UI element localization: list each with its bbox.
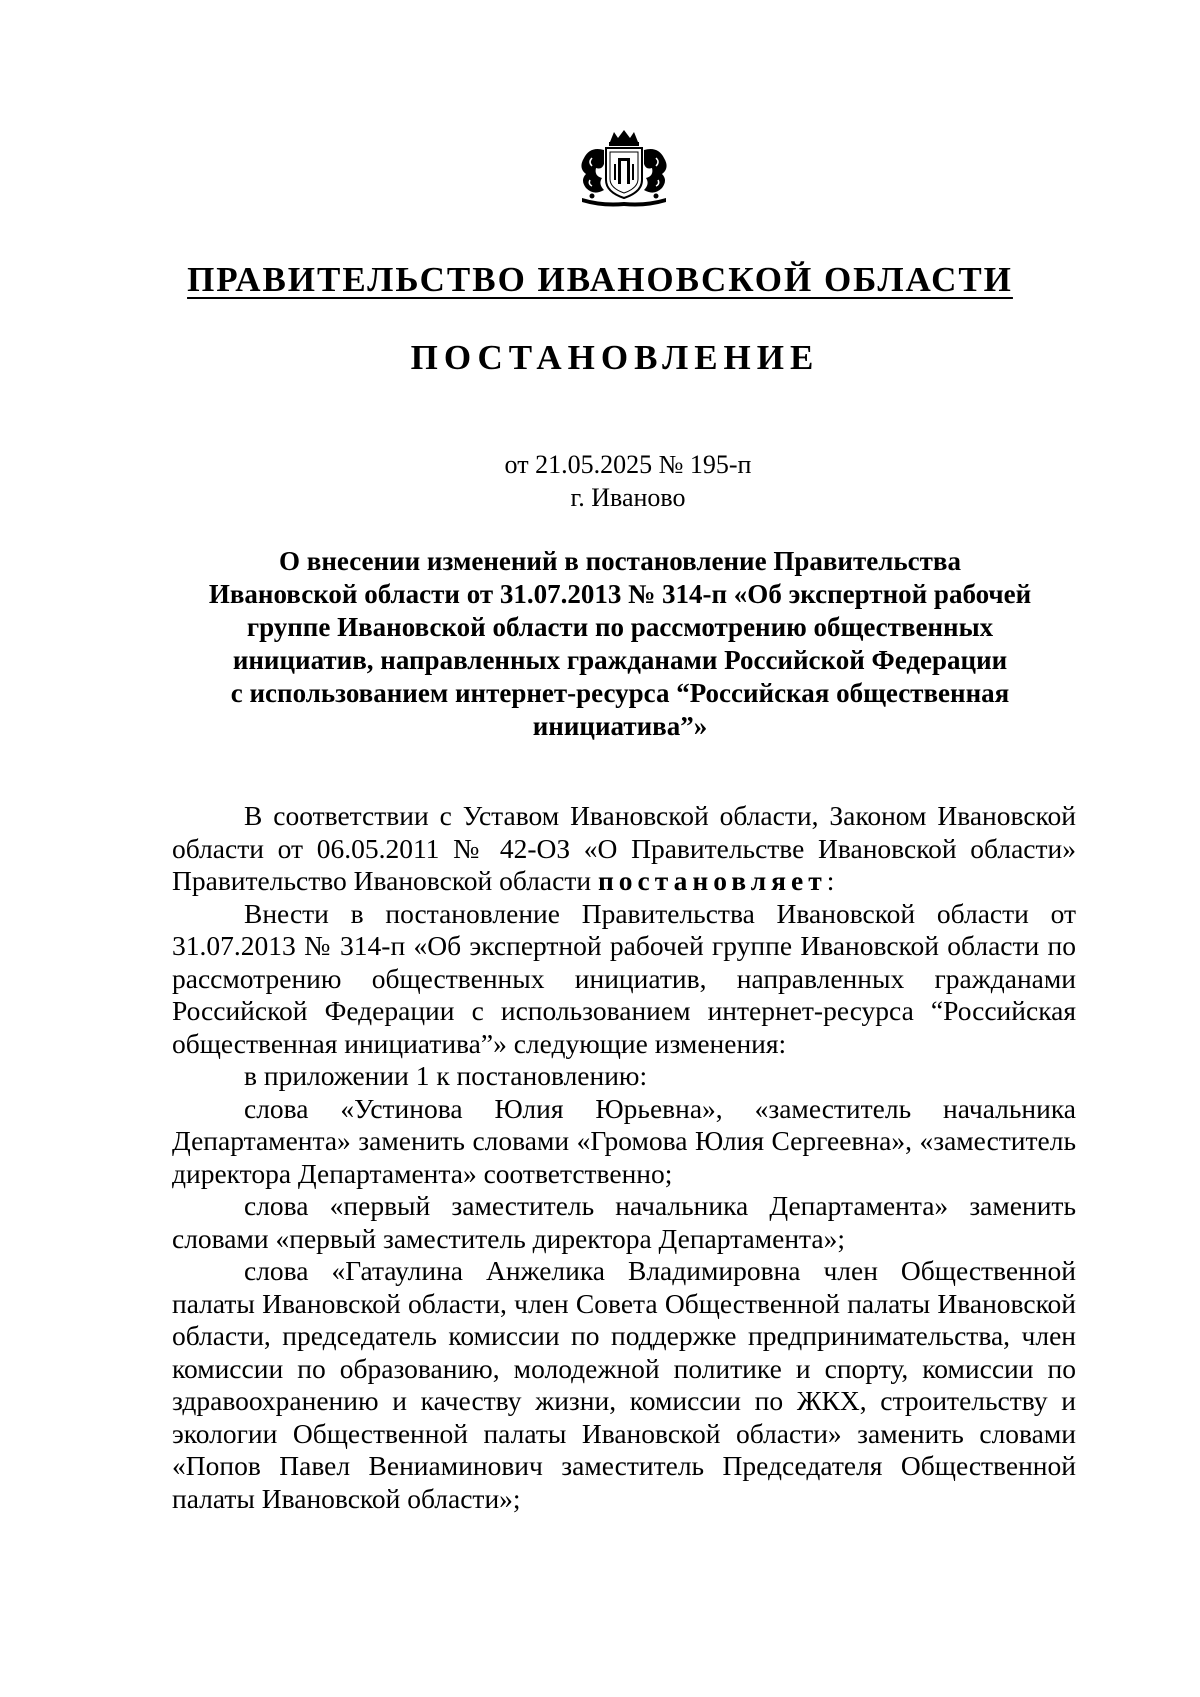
body-paragraph: в приложении 1 к постановлению: (244, 1060, 648, 1091)
document-type: ПОСТАНОВЛЕНИЕ (410, 338, 820, 377)
body-paragraph: слова «Гатаулина Анжелика Владимировна член Общественной палаты Ивановской области, член Совета Общественной палаты Ивановской области, председатель комиссии по поддержке предпринимательства, член комиссии по образованию, молодежной политике и спорту, комиссии по здравоохранению и качеству жизни, комиссии по ЖКХ, строительству и экологии Общественной палаты Ивановской области» заменить словами «Попов Павел Вениаминович заместитель Председателя Общественной палаты Ивановской области»; (172, 1255, 1076, 1514)
coat-of-arms-drawing (562, 128, 686, 208)
document-subject (170, 545, 1070, 743)
subject-line: инициатив, направленных гражданами Российской Федерации (232, 645, 1008, 675)
subject-line: инициатива”» (532, 711, 708, 741)
preamble-text: В соответствии с Уставом Ивановской области, Законом Ивановской области от 06.05.2011 № 42-ОЗ «О Правительстве Ивановской области» Правительство Ивановской области (172, 800, 1076, 896)
document-date-number: от 21.05.2025 № 195-п (504, 450, 752, 479)
subject-line: группе Ивановской области по рассмотрению общественных (246, 612, 994, 642)
coat-of-arms-icon (562, 128, 686, 208)
body-paragraph: слова «первый заместитель начальника Департамента» заменить словами «первый заместитель директора Департамента»; (172, 1190, 1076, 1254)
document-city: г. Иваново (570, 483, 686, 512)
subject-line: О внесении изменений в постановление Правительства (279, 546, 961, 576)
body-paragraph-preamble (172, 800, 1076, 898)
preamble-tail: : (826, 865, 835, 896)
decree-keyword: постановляет (597, 865, 827, 896)
document-body (172, 800, 1076, 1515)
government-title-text: ПРАВИТЕЛЬСТВО ИВАНОВСКОЙ ОБЛАСТИ (187, 260, 1013, 299)
body-paragraph: Внести в постановление Правительства Ивановской области от 31.07.2013 № 314-п «Об экспертной рабочей группе Ивановской области по рассмотрению общественных инициатив, направленных гражданами Российской Федерации с использованием интернет-ресурса “Российская общественная инициатива”» следующие изменения: (172, 897, 1076, 1059)
subject-line: Ивановской области от 31.07.2013 № 314-п «Об экспертной рабочей (208, 579, 1032, 609)
government-title (0, 260, 1200, 300)
subject-line: с использованием интернет-ресурса “Российская общественная (230, 678, 1010, 708)
body-paragraph: слова «Устинова Юлия Юрьевна», «заместитель начальника Департамента» заменить словами «Громова Юлия Сергеевна», «заместитель директора Департамента» соответственно; (172, 1092, 1076, 1189)
